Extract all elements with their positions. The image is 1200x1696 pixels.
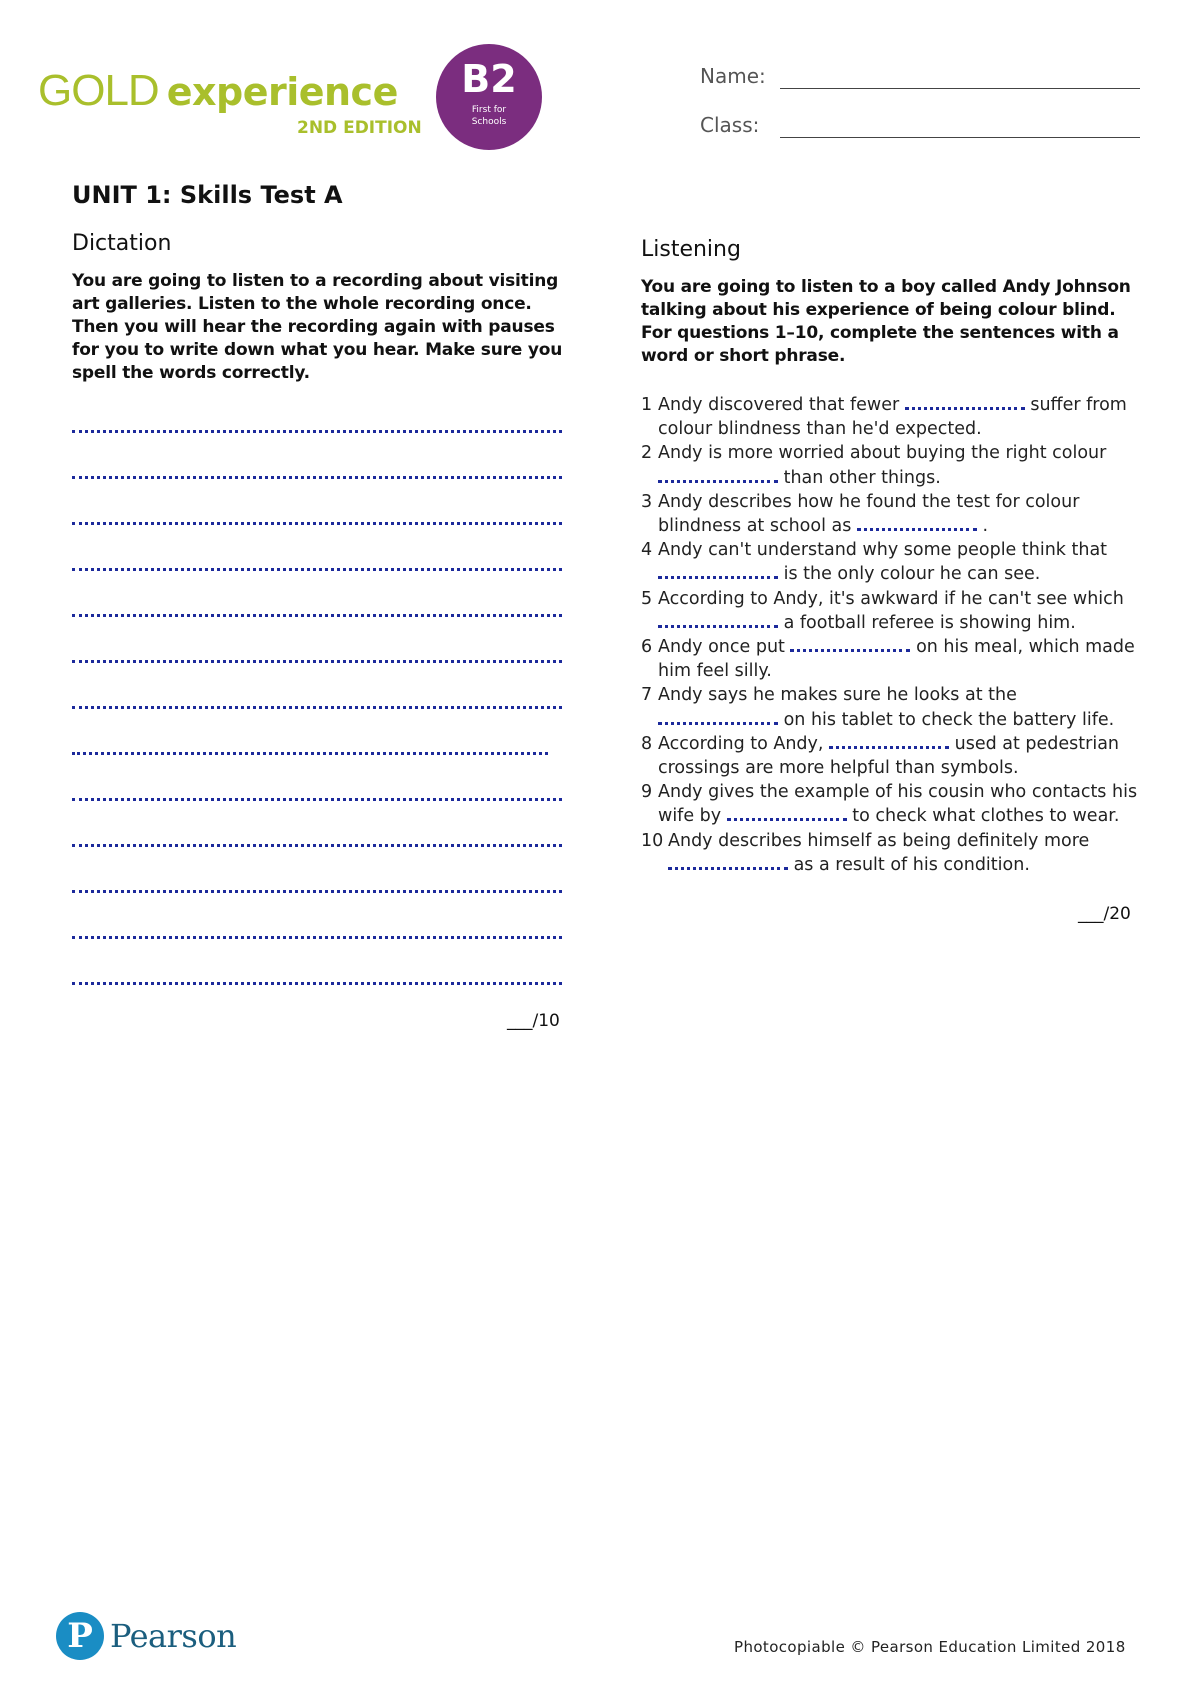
answer-blank[interactable] xyxy=(905,395,1025,410)
dictation-line[interactable] xyxy=(72,936,562,939)
dictation-heading: Dictation xyxy=(72,231,172,256)
question-text-after: a football referee is showing him. xyxy=(783,612,1076,633)
listening-questions xyxy=(641,393,1141,877)
question-number: 9 xyxy=(641,782,653,803)
question-number: 1 xyxy=(641,395,653,415)
question-text-after: on his meal, which made him feel silly. xyxy=(658,637,1135,682)
answer-blank[interactable] xyxy=(658,564,778,579)
dictation-score: ___/10 xyxy=(507,1011,560,1031)
level-badge xyxy=(436,44,542,150)
gold-experience-logo xyxy=(38,66,398,116)
question-item xyxy=(641,587,1141,635)
answer-blank[interactable] xyxy=(668,855,788,870)
class-label: Class: xyxy=(700,113,760,137)
dictation-line[interactable] xyxy=(72,798,562,801)
dictation-line[interactable] xyxy=(72,752,548,755)
question-number: 10 xyxy=(641,830,664,851)
answer-blank[interactable] xyxy=(658,468,778,483)
dictation-line[interactable] xyxy=(72,706,562,709)
question-text-before: Andy discovered that fewer xyxy=(658,395,900,415)
question-number: 2 xyxy=(641,443,653,464)
question-item xyxy=(641,780,1141,828)
question-number: 8 xyxy=(641,733,653,754)
edition-label: 2ND EDITION xyxy=(297,118,422,138)
answer-blank[interactable] xyxy=(727,806,847,821)
dictation-line[interactable] xyxy=(72,660,562,663)
question-text-before: Andy once put xyxy=(658,637,785,658)
question-text-before: Andy says he makes sure he looks at the xyxy=(658,685,1017,706)
badge-subtitle-line1: First for xyxy=(471,105,507,115)
question-text-after: to check what clothes to wear. xyxy=(852,806,1120,827)
question-text-after: as a result of his condition. xyxy=(793,854,1030,875)
dictation-line[interactable] xyxy=(72,890,562,893)
name-label: Name: xyxy=(700,64,766,88)
dictation-line[interactable] xyxy=(72,844,562,847)
dictation-line[interactable] xyxy=(72,982,562,985)
listening-instructions: You are going to listen to a boy called Andy Johnson talking about his experience of being colour blind. For questions 1–10, complete the sentences with a word or short phrase. xyxy=(641,277,1131,366)
listening-score: ___/20 xyxy=(1078,904,1131,924)
question-text-after: is the only colour he can see. xyxy=(783,564,1041,585)
answer-blank[interactable] xyxy=(829,734,949,749)
question-text-after: suffer from colour blindness than he'd expected. xyxy=(658,395,1127,440)
question-item xyxy=(641,732,1141,780)
question-item xyxy=(641,683,1141,731)
question-text-after: used at pedestrian crossings are more helpful than symbols. xyxy=(658,733,1120,779)
answer-blank[interactable] xyxy=(790,637,910,652)
name-field[interactable] xyxy=(700,64,1140,94)
question-item xyxy=(641,538,1141,586)
question-text-before: According to Andy, xyxy=(658,733,824,754)
question-number: 7 xyxy=(641,685,653,706)
question-text-before: Andy describes how he found the test for colour blindness at school as xyxy=(658,491,1080,537)
question-text-before: Andy describes himself as being definitely more xyxy=(668,830,1090,851)
answer-blank[interactable] xyxy=(658,710,778,725)
pearson-wordmark: Pearson xyxy=(110,1617,237,1655)
dictation-line[interactable] xyxy=(72,430,562,433)
page-title: UNIT 1: Skills Test A xyxy=(72,181,343,209)
badge-subtitle-line2: Schools xyxy=(471,117,507,127)
question-text-after: on his tablet to check the battery life. xyxy=(783,709,1115,730)
copyright-notice: Photocopiable © Pearson Education Limited 2018 xyxy=(734,1638,1126,1656)
level-text: B2 xyxy=(461,57,517,101)
question-number: 5 xyxy=(641,588,653,609)
pearson-logo xyxy=(56,1612,236,1660)
name-input-line[interactable] xyxy=(780,88,1140,89)
logo-experience-text: experience xyxy=(166,70,398,114)
question-item xyxy=(641,490,1141,538)
question-item xyxy=(641,441,1141,489)
question-number: 6 xyxy=(641,637,653,658)
question-item xyxy=(641,829,1141,877)
dictation-line[interactable] xyxy=(72,476,562,479)
answer-blank[interactable] xyxy=(857,516,977,531)
question-text-after: than other things. xyxy=(783,467,941,488)
class-field[interactable] xyxy=(700,113,1140,143)
logo-gold-text: GOLD xyxy=(38,66,159,115)
question-item xyxy=(641,635,1141,683)
question-text-before: Andy gives the example of his cousin who contacts his wife by xyxy=(658,782,1138,827)
dictation-instructions: You are going to listen to a recording about visiting art galleries. Listen to the whole recording once. Then you will hear the recording again with pauses for you to write down what you hear. Make sure you spell the words correctly. xyxy=(72,271,563,383)
question-number: 3 xyxy=(641,491,653,512)
dictation-line[interactable] xyxy=(72,522,562,525)
question-number: 4 xyxy=(641,540,653,561)
question-text-before: According to Andy, it's awkward if he can't see which xyxy=(658,588,1124,609)
question-text-before: Andy can't understand why some people think that xyxy=(658,540,1108,561)
question-item xyxy=(641,393,1141,441)
question-text-after: . xyxy=(982,516,989,537)
question-text-before: Andy is more worried about buying the right colour xyxy=(658,443,1107,464)
dictation-line[interactable] xyxy=(72,568,562,571)
class-input-line[interactable] xyxy=(780,137,1140,138)
dictation-line[interactable] xyxy=(72,614,562,617)
answer-blank[interactable] xyxy=(658,613,778,628)
pearson-p-icon: P xyxy=(56,1612,104,1660)
listening-heading: Listening xyxy=(641,237,741,262)
